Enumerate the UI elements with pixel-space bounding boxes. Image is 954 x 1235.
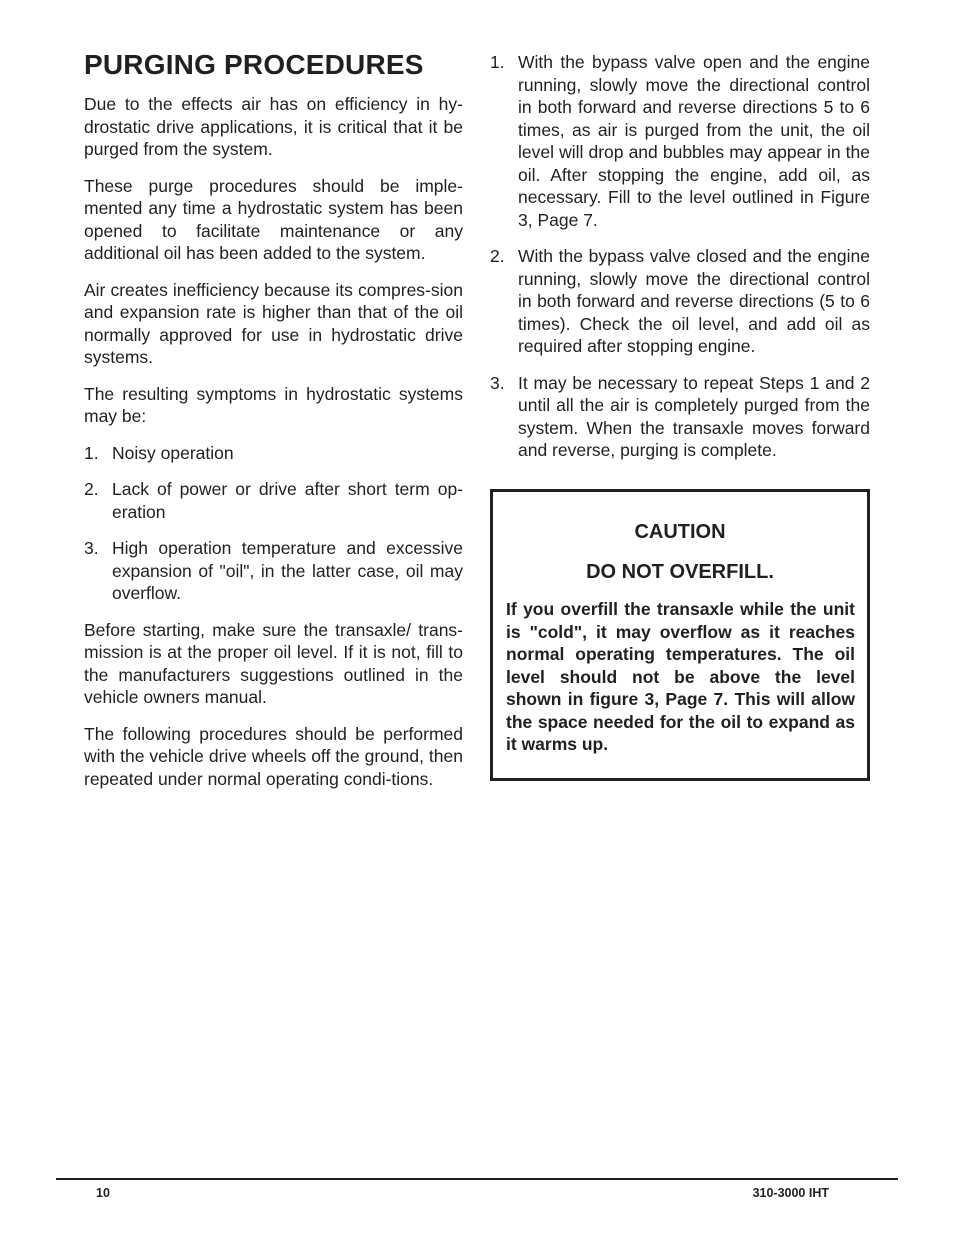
symptoms-list: [84, 442, 463, 605]
list-item-text: With the bypass valve closed and the engine running, slowly move the directional control in both forward and reverse directions (5 to 6 times). Check the oil level, and add oil as required after stopping engine.: [518, 246, 870, 356]
list-item-number: 1.: [84, 442, 99, 463]
caution-text: If you overfill the transaxle while the unit is "cold", it may overflow as it reaches normal operating temperatures. The oil level should not be above the level shown in figure 3, Page 7. This will allow the space needed for the oil to expand as it warms up.: [506, 599, 855, 754]
left-column: [84, 48, 463, 804]
purge-when-paragraph: These purge procedures should be imple-mented any time a hydrostatic system has been opened to facilitate maintenance or any additional oil has been added to the system.: [84, 175, 463, 263]
list-item-number: 2.: [490, 246, 505, 266]
document-code: 310-3000 IHT: [752, 1186, 829, 1200]
list-item-number: 3.: [490, 372, 505, 393]
page-title: PURGING PROCEDURES: [84, 49, 424, 80]
list-item-number: 1.: [490, 52, 505, 72]
list-item: [490, 245, 870, 358]
procedure-conditions-paragraph: The following procedures should be performed with the vehicle drive wheels off the ground, then repeated under normal operating condi-tions.: [84, 723, 463, 789]
list-item-text: Lack of power or drive after short term op-eration: [112, 479, 463, 522]
purge-steps-list: [490, 51, 870, 462]
list-item-text: It may be necessary to repeat Steps 1 and 2 until all the air is completely purged from the system. When the transaxle moves forward and reverse, purging is complete.: [518, 372, 870, 460]
footer-divider: [56, 1178, 898, 1180]
list-item: [84, 478, 463, 523]
symptoms-intro-paragraph: The resulting symptoms in hydrostatic systems may be:: [84, 383, 463, 426]
caution-title: CAUTION: [634, 521, 726, 543]
list-item-text: With the bypass valve open and the engine running, slowly move the directional control in both forward and reverse directions 5 to 6 times, as air is purged from the unit, the oil level will drop and bubbles may appear in the oil. After stopping the engine, add oil, as necessary. Fill to the level outlined in Figure 3, Page 7.: [518, 52, 870, 230]
list-item: [490, 51, 870, 231]
list-item: [84, 537, 463, 605]
list-item-number: 3.: [84, 538, 99, 558]
right-column: [490, 51, 870, 476]
air-inefficiency-paragraph: Air creates inefficiency because its compres-sion and expansion rate is higher than that of the oil normally approved for use in hydrostatic drive systems.: [84, 279, 463, 367]
page-number: 10: [96, 1186, 110, 1200]
list-item: [84, 442, 463, 465]
list-item: [490, 372, 870, 462]
list-item-text: Noisy operation: [112, 442, 234, 463]
before-starting-paragraph: Before starting, make sure the transaxle/ trans-mission is at the proper oil level. If it is not, fill to the manufacturers suggestions outlined in the vehicle owners manual.: [84, 619, 463, 707]
caution-box: [490, 489, 870, 781]
list-item-number: 2.: [84, 479, 99, 499]
list-item-text: High operation temperature and excessive expansion of "oil", in the latter case, oil may overflow.: [112, 538, 463, 603]
caution-subtitle: DO NOT OVERFILL.: [586, 561, 774, 583]
intro-paragraph: Due to the effects air has on efficiency in hy-drostatic drive applications, it is critical that it be purged from the system.: [84, 94, 463, 159]
